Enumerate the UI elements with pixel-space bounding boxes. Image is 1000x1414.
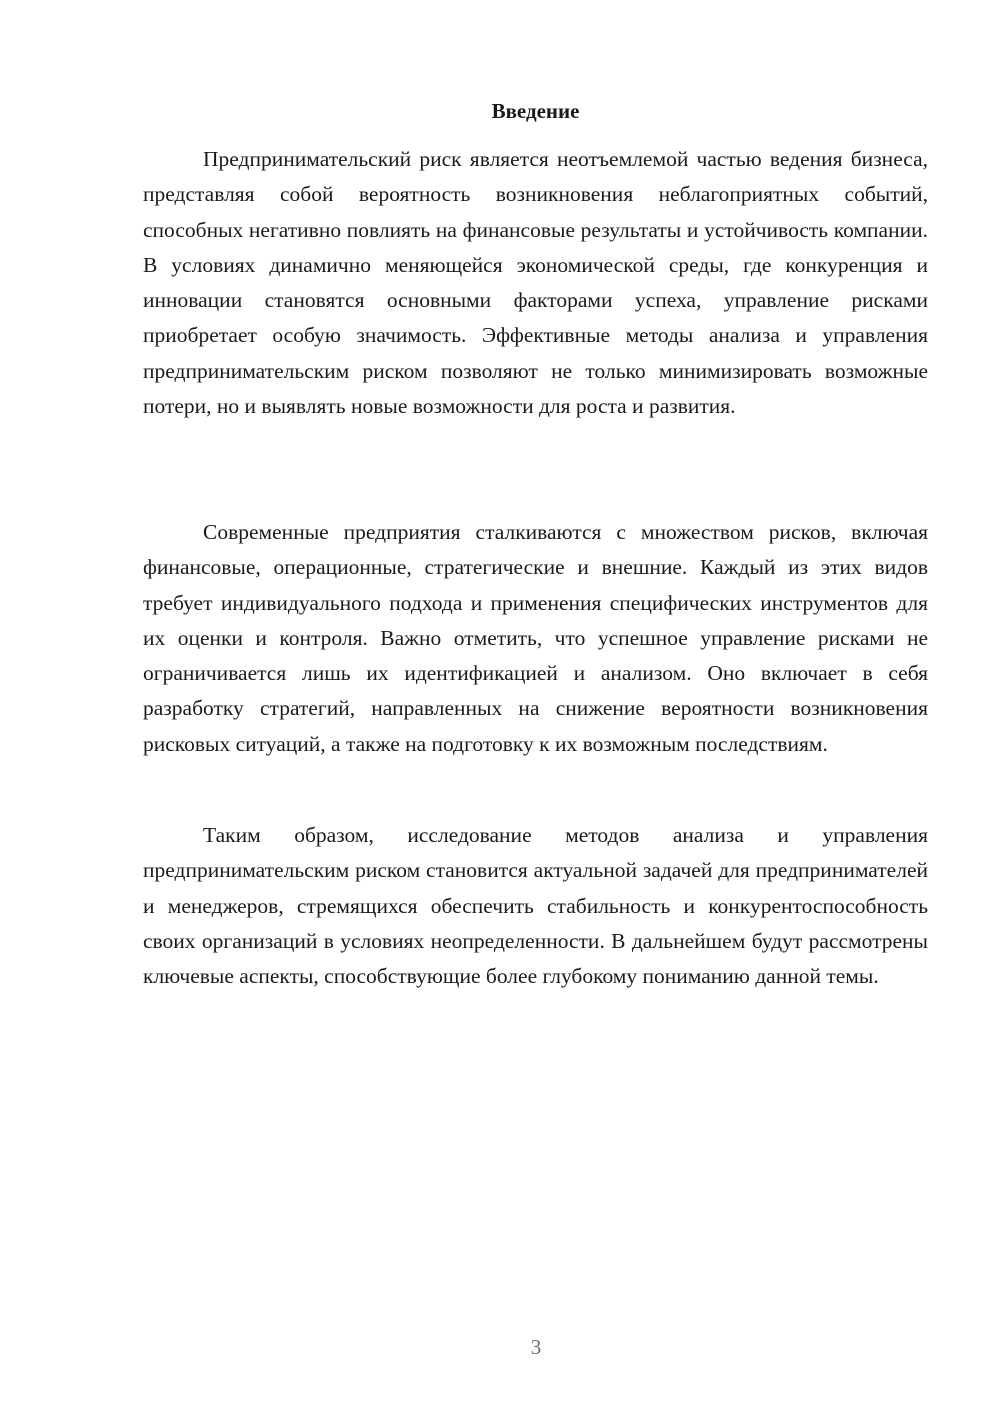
paragraph-3: Таким образом, исследование методов анализа и управления предпринимательским риском становится актуальной задачей для предпринимателей и менеджеров, стремящихся обеспечить стабильность и конкурентоспособность своих организаций в условиях неопределенности. В дальнейшем будут рассмотрены ключевые аспекты, способствующие более глубокому пониманию данной темы. [143, 823, 928, 989]
paragraph-2: Современные предприятия сталкиваются с множеством рисков, включая финансовые, операционные, стратегические и внешние. Каждый из этих видов требует индивидуального подхода и применения специфических инструментов для их оценки и контроля. Важно отметить, что успешное управление рисками не ограничивается лишь их идентификацией и анализом. Оно включает в себя разработку стратегий, направленных на снижение вероятности возникновения рисковых ситуаций, а также на подготовку к их возможным последствиям. [143, 520, 928, 756]
paragraph-1: Предпринимательский риск является неотъемлемой частью ведения бизнеса, представляя собой вероятность возникновения неблагоприятных событий, способных негативно повлиять на финансовые результаты и устойчивость компании. В условиях динамично меняющейся экономической среды, где конкуренция и инновации становятся основными факторами успеха, управление рисками приобретает особую значимость. Эффективные методы анализа и управления предпринимательским риском позволяют не только минимизировать возможные потери, но и выявлять новые возможности для роста и развития. [143, 147, 928, 419]
section-title: Введение [491, 99, 580, 123]
page-number: 3 [530, 1335, 542, 1359]
